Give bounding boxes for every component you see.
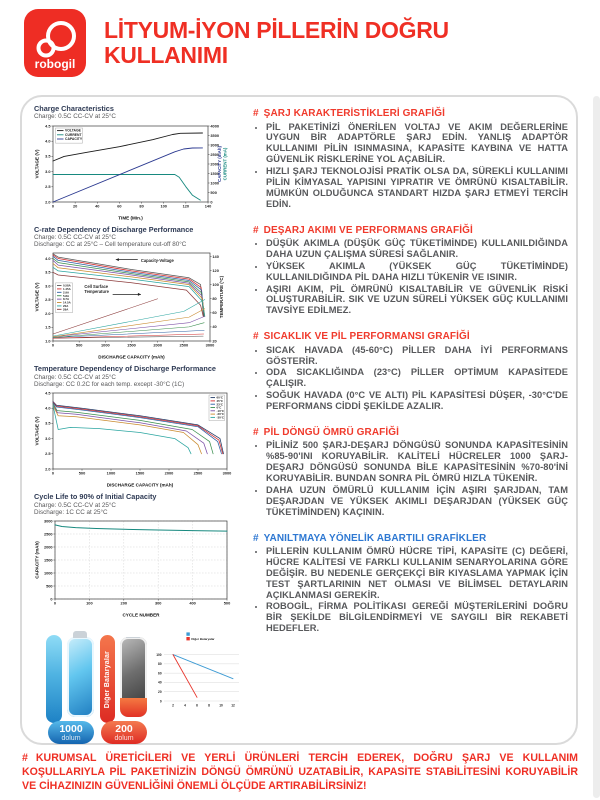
header — [24, 9, 554, 77]
page-edge — [593, 96, 600, 798]
chart-mount — [34, 516, 244, 618]
svg-text:23°C: 23°C — [216, 402, 223, 407]
section-heading — [253, 225, 568, 236]
section-bullets — [253, 440, 568, 517]
svg-text:TIME (Min.): TIME (Min.) — [118, 215, 143, 221]
svg-text:CURRENT: CURRENT — [65, 132, 82, 137]
svg-text:Capacity-Voltage: Capacity-Voltage — [140, 258, 174, 264]
bullet-item: • SOĞUK HAVADA (0°C VE ALTI) PİL KAPASİTESİ DÜŞER, -30°C'DE PERFORMANS CİDDİ ŞEKİLDE AZALIR. — [266, 390, 568, 412]
svg-text:0: 0 — [51, 203, 55, 209]
svg-text:0: 0 — [51, 343, 55, 349]
svg-text:500: 500 — [223, 600, 231, 606]
section-bullets — [253, 546, 568, 634]
cycle-unit: dolum — [114, 734, 134, 742]
svg-text:2000: 2000 — [164, 470, 174, 476]
svg-text:3000: 3000 — [205, 343, 215, 349]
other-batteries-label: Diğer Bataryalar — [104, 650, 111, 708]
figure-cycle-life — [34, 493, 244, 618]
other-battery-illustration — [120, 637, 147, 717]
section-bullets — [253, 345, 568, 412]
battery-comparison-figure — [34, 623, 244, 745]
section-bullets — [253, 122, 568, 210]
footer-note — [22, 751, 578, 793]
svg-text:1500: 1500 — [127, 343, 136, 349]
svg-text:1000: 1000 — [210, 179, 220, 185]
svg-text:60: 60 — [158, 671, 162, 676]
svg-text:-10°C: -10°C — [216, 409, 224, 414]
svg-text:2.0: 2.0 — [45, 198, 51, 204]
svg-text:4000: 4000 — [210, 122, 220, 128]
svg-text:10: 10 — [219, 703, 223, 708]
cycle-count: 1000 — [59, 722, 83, 735]
heading-text: DEŞARJ AKIMI VE PERFORMANS GRAFİĞİ — [263, 224, 473, 236]
other-batteries-capsule — [100, 635, 115, 723]
heading-text: YANILTMAYA YÖNELİK ABARTILI GRAFİKLER — [263, 532, 487, 544]
section-heading — [253, 533, 568, 544]
svg-text:-20°C: -20°C — [216, 412, 224, 417]
svg-text:0: 0 — [210, 198, 213, 204]
robogil-battery-illustration — [67, 637, 94, 717]
section-heading — [253, 108, 568, 119]
svg-text:45°C: 45°C — [216, 399, 223, 404]
svg-text:400: 400 — [189, 600, 196, 606]
figure-list — [34, 105, 244, 618]
heading-hash: # — [253, 224, 259, 236]
svg-text:Temperature: Temperature — [84, 289, 109, 295]
svg-text:2500: 2500 — [210, 151, 220, 157]
svg-text:3.5: 3.5 — [45, 421, 51, 427]
svg-text:80: 80 — [158, 662, 162, 667]
svg-text:6: 6 — [196, 703, 198, 708]
temperature-discharge-plot — [34, 388, 234, 488]
heading-hash: # — [253, 108, 259, 119]
svg-text:40: 40 — [212, 324, 217, 330]
svg-text:VOLTAGE: VOLTAGE — [65, 128, 81, 133]
svg-text:29A: 29A — [63, 307, 69, 312]
svg-text:0: 0 — [50, 596, 53, 602]
figure-temperature-discharge — [34, 365, 244, 488]
svg-text:4.5: 4.5 — [45, 390, 51, 396]
robogil-cycle-badge — [48, 721, 94, 744]
svg-text:5.8A: 5.8A — [63, 294, 70, 299]
chart-mount — [34, 248, 244, 360]
chart-subtitle: Discharge: 1C CC at 25°C — [34, 508, 108, 516]
chart-title: C-rate Dependency of Discharge Performance — [34, 224, 194, 234]
section-1 — [253, 108, 568, 210]
svg-text:0: 0 — [53, 600, 57, 606]
section-heading — [253, 427, 568, 438]
svg-text:2000: 2000 — [153, 343, 162, 349]
svg-text:2: 2 — [172, 703, 174, 708]
chart-subtitle: Charge: 0.5C CC-CV at 25°C — [34, 501, 116, 509]
bullet-item: • YÜKSEK AKIMLA (YÜKSEK GÜÇ TÜKETİMİNDE) KULLANILDIĞINDA PİL DAHA HIZLI TÜKENİR VE ISINIR. — [266, 261, 568, 283]
svg-text:1.5: 1.5 — [45, 325, 51, 331]
page-title: LİTYUM-İYON PİLLERİN DOĞRU KULLANIMI — [104, 16, 449, 68]
svg-text:300: 300 — [154, 600, 162, 606]
section-4 — [253, 427, 568, 518]
svg-text:80: 80 — [212, 296, 217, 302]
svg-text:8.7A: 8.7A — [63, 297, 70, 302]
chart-subtitle: Discharge: CC at 25°C – Cell temperature cut-off 80°C — [34, 241, 187, 249]
charts-column — [34, 104, 244, 742]
battery-comparison-plot — [153, 631, 243, 711]
section-heading — [253, 331, 568, 342]
svg-text:1000: 1000 — [101, 343, 110, 349]
svg-text:1000: 1000 — [43, 570, 53, 576]
content-card — [20, 95, 578, 745]
svg-text:4.0: 4.0 — [45, 138, 51, 144]
svg-text:2500: 2500 — [43, 531, 53, 537]
robogil-logo-icon — [24, 9, 86, 77]
svg-text:20: 20 — [212, 338, 217, 344]
svg-text:500: 500 — [46, 583, 53, 589]
svg-text:14.5A: 14.5A — [63, 301, 71, 306]
other-cycle-badge — [101, 721, 147, 744]
svg-text:100: 100 — [160, 203, 167, 209]
battery-comparison-chart — [153, 631, 243, 711]
svg-text:CYCLE NUMBER: CYCLE NUMBER — [122, 612, 160, 618]
svg-text:20: 20 — [158, 690, 162, 695]
svg-text:1.45A: 1.45A — [63, 287, 71, 292]
charge-characteristics-plot — [34, 121, 234, 221]
svg-text:3000: 3000 — [222, 470, 232, 476]
cycle-count: 200 — [115, 722, 133, 735]
svg-text:3.0: 3.0 — [45, 283, 51, 289]
battery-cap — [126, 637, 140, 638]
svg-text:TEMPERATURE (°C): TEMPERATURE (°C) — [219, 276, 224, 319]
svg-text:3.5: 3.5 — [45, 270, 51, 276]
svg-text:8: 8 — [208, 703, 210, 708]
svg-text:40: 40 — [95, 203, 100, 209]
chart-title: Temperature Dependency of Discharge Performance — [34, 364, 216, 374]
svg-text:500: 500 — [210, 189, 217, 195]
figure-charge-characteristics — [34, 105, 244, 221]
svg-text:60: 60 — [212, 310, 217, 316]
svg-text:0: 0 — [159, 699, 162, 704]
chart-mount — [34, 121, 244, 221]
heading-text: SICAKLIK VE PİL PERFORMANSI GRAFİĞİ — [263, 331, 470, 343]
svg-text:60: 60 — [117, 203, 122, 209]
section-5 — [253, 533, 568, 635]
svg-text:3000: 3000 — [210, 141, 220, 147]
svg-text:2.0: 2.0 — [45, 466, 51, 472]
chart-subtitle: Discharge: CC 0.2C for each temp. except -30°C (1C) — [34, 381, 185, 389]
bullet-item: • PİL PAKETİNİZİ ÖNERİLEN VOLTAJ VE AKIM DEĞERLERİNE UYGUN BİR ADAPTÖRLE ŞARJ EDİN. YANLIŞ ADAPTÖR KULLANIMI PİLİN ISINMASINA, KAPASİTE KAYBINA VE HATTA GÜVENLİK RİSKLERİNE YOL AÇABİLİR. — [266, 122, 568, 166]
bullet-item: • PİLİNİZ 500 ŞARJ-DEŞARJ DÖNGÜSÜ SONUNDA KAPASİTESİNİN %85-90'INI KORUYABİLİR. KALİTELİ HÜCRELER 1000 ŞARJ-DEŞARJ DÖNGÜSÜ SONUNDA BİLE KAPASİTESİNİN %70-80'İNİ KORUYABİLİR. BUNDAN SONRA PİL ÖMRÜ HIZLA TÜKENİR. — [266, 440, 568, 484]
heading-hash: # — [253, 426, 259, 438]
footer-text: KURUMSAL ÜRETİCİLERİ VE YERLİ ÜRÜNLERİ TERCİH EDEREK, DOĞRU ŞARJ VE KULLANIM KOŞULLARIYLA PİL PAKETİNİZİN DÖNGÜ ÖMRÜNÜ UZATABİLİR, KAPASİTE STABİLİTESİNİ KORUYABİLİR VE CİHAZINIZIN GÜVENLİĞİNİ ÖNEMLİ ÖLÇÜDE ARTIRABİLİRSİNİZ! — [22, 752, 578, 793]
svg-text:12: 12 — [231, 703, 235, 708]
svg-text:-30°C: -30°C — [216, 415, 224, 420]
battery-cap — [73, 631, 87, 638]
svg-text:120: 120 — [182, 203, 190, 209]
svg-text:200: 200 — [120, 600, 128, 606]
robogil-battery-capsule — [46, 635, 62, 723]
svg-text:3.0: 3.0 — [45, 168, 51, 174]
chart-subtitle: Charge: 0.5C CC-CV at 25°C — [34, 113, 116, 121]
svg-text:60°C: 60°C — [216, 396, 223, 401]
svg-text:CAPACITY (mAh): CAPACITY (mAh) — [217, 145, 222, 182]
svg-text:CAPACITY (mAh): CAPACITY (mAh) — [34, 541, 40, 580]
svg-text:500: 500 — [75, 343, 83, 349]
svg-text:2.5: 2.5 — [45, 451, 51, 457]
svg-text:4.0: 4.0 — [45, 405, 51, 411]
svg-text:140: 140 — [204, 203, 212, 209]
svg-text:20: 20 — [72, 203, 78, 209]
svg-text:VOLTAGE (V): VOLTAGE (V) — [34, 283, 40, 312]
chart-title: Charge Characteristics — [34, 104, 114, 113]
heading-hash: # — [253, 331, 259, 343]
svg-text:20A: 20A — [63, 304, 69, 309]
bullet-item: • HIZLI ŞARJ TEKNOLOJİSİ PRATİK OLSA DA, SÜREKLİ KULLANIMI PİLİN KİMYASAL YAPISINI YIPRATIR VE ÖMRÜNÜ KISALTABİLİR. MÜMKÜN OLDUĞUNCA STANDART HIZDA ŞARJ ETMEYİ TERCİH EDİN. — [266, 166, 568, 210]
svg-text:2.5: 2.5 — [45, 297, 51, 303]
svg-text:CAPACITY: CAPACITY — [65, 136, 83, 141]
logo-text: robogil — [34, 57, 76, 71]
bullet-item: • SICAK HAVADA (45-60°C) PİLLER DAHA İYİ PERFORMANS GÖSTERİR. — [266, 345, 568, 367]
svg-text:Cell Surface: Cell Surface — [84, 284, 109, 290]
figure-c-rate-discharge — [34, 226, 244, 361]
section-2 — [253, 225, 568, 317]
svg-text:0°C: 0°C — [216, 405, 222, 410]
heading-hash: # — [253, 532, 259, 544]
svg-text:3.0: 3.0 — [45, 436, 51, 442]
cycle-life-plot — [34, 516, 234, 618]
chart-subtitle: Charge: 0.5C CC-CV at 25°C — [34, 373, 116, 381]
svg-text:Diğer Bataryalar: Diğer Bataryalar — [191, 637, 215, 642]
svg-text:100: 100 — [156, 653, 162, 658]
svg-text:2.5: 2.5 — [45, 183, 51, 189]
svg-text:4.5: 4.5 — [45, 122, 51, 128]
text-column — [244, 105, 568, 739]
bullet-item: • AŞIRI AKIM, PİL ÖMRÜNÜ KISALTABİLİR VE GÜVENLİK RİSKİ OLUŞTURABİLİR. SIK VE UZUN SÜRELİ YÜKSEK GÜÇ KULLANIMI TAVSİYE EDİLMEZ. — [266, 284, 568, 317]
section-bullets — [253, 238, 568, 316]
svg-text:1000: 1000 — [106, 470, 116, 476]
svg-text:2.9A: 2.9A — [63, 290, 70, 295]
bullet-item: • DAHA UZUN ÖMÜRLÜ KULLANIM İÇİN AŞIRI ŞARJDAN, TAM DEŞARJDAN VE YÜKSEK AKIMLI DEŞARJDAN (YÜKSEK GÜÇ TÜKETİMİNDEN) KAÇININ. — [266, 485, 568, 518]
c-rate-discharge-plot — [34, 248, 234, 360]
svg-text:2.0: 2.0 — [45, 311, 51, 317]
bullet-item: • DÜŞÜK AKIMLA (DÜŞÜK GÜÇ TÜKETİMİNDE) KULLANILDIĞINDA DAHA UZUN ÇALIŞMA SÜRESİ SAĞLANIR. — [266, 238, 568, 260]
svg-text:120: 120 — [212, 268, 219, 274]
chart-title: Cycle Life to 90% of Initial Capacity — [34, 492, 157, 502]
svg-text:DISCHARGE CAPACITY (mAh): DISCHARGE CAPACITY (mAh) — [106, 482, 174, 488]
svg-text:1500: 1500 — [43, 557, 53, 563]
svg-text:40: 40 — [158, 680, 162, 685]
svg-text:3.5: 3.5 — [45, 153, 51, 159]
svg-text:2000: 2000 — [43, 544, 53, 550]
svg-text:2000: 2000 — [210, 160, 220, 166]
svg-text:1500: 1500 — [135, 470, 145, 476]
bullet-item: • ODA SICAKLIĞINDA (23°C) PİLLER OPTİMUM KAPASİTEDE ÇALIŞIR. — [266, 367, 568, 389]
svg-text:0.58A: 0.58A — [63, 284, 71, 289]
bullet-item: • PİLLERİN KULLANIM ÖMRÜ HÜCRE TİPİ, KAPASİTE (C) DEĞERİ, HÜCRE KALİTESİ VE FARKLI KULLANIM SENARYOLARINA GÖRE DEĞİŞİR. BU NEDENLE GERÇEKÇİ BİR KIYASLAMA YAPMAK İÇİN TEST ŞARTLARININ NET OLMASI VE BİLİMSEL DETAYLARIN AÇIKLANMASI GEREKİR. — [266, 546, 568, 600]
svg-text:2500: 2500 — [179, 343, 189, 349]
chart-subtitle: Charge: 0.5C CC-CV at 25°C — [34, 234, 116, 242]
footer-hash: # — [22, 752, 28, 764]
bullet-item: • ROBOGİL, FİRMA POLİTİKASI GEREĞİ MÜŞTERİLERİNİ DOĞRU BİR ŞEKİLDE BİLGİLENDİRMEYİ VE SAYGILI BİR REKABETİ HEDEFLER. — [266, 601, 568, 634]
svg-text:2500: 2500 — [193, 470, 203, 476]
svg-text:0: 0 — [51, 470, 55, 476]
svg-text:1500: 1500 — [210, 170, 220, 176]
svg-text:VOLTAGE (V): VOLTAGE (V) — [34, 416, 40, 446]
svg-text:3500: 3500 — [210, 132, 220, 138]
svg-text:140: 140 — [212, 254, 219, 260]
heading-text: ŞARJ KARAKTERİSTİKLERİ GRAFİĞİ — [263, 108, 446, 119]
heading-text: PİL DÖNGÜ ÖMRÜ GRAFİĞİ — [263, 426, 400, 438]
chart-mount — [34, 388, 244, 488]
svg-text:DISCHARGE CAPACITY (mAh): DISCHARGE CAPACITY (mAh) — [98, 354, 165, 360]
svg-text:100: 100 — [86, 600, 93, 606]
section-3 — [253, 331, 568, 412]
svg-text:1.0: 1.0 — [45, 338, 51, 344]
svg-text:100: 100 — [212, 282, 219, 288]
low-charge-fill — [120, 698, 147, 717]
svg-text:4.0: 4.0 — [45, 256, 51, 262]
svg-text:4: 4 — [184, 703, 186, 708]
svg-text:CURRENT (mA): CURRENT (mA) — [222, 147, 228, 180]
svg-text:80: 80 — [139, 203, 144, 209]
svg-text:3000: 3000 — [43, 518, 53, 524]
svg-text:500: 500 — [78, 470, 86, 476]
svg-text:VOLTAGE (V): VOLTAGE (V) — [34, 149, 40, 179]
cycle-unit: dolum — [61, 734, 81, 742]
